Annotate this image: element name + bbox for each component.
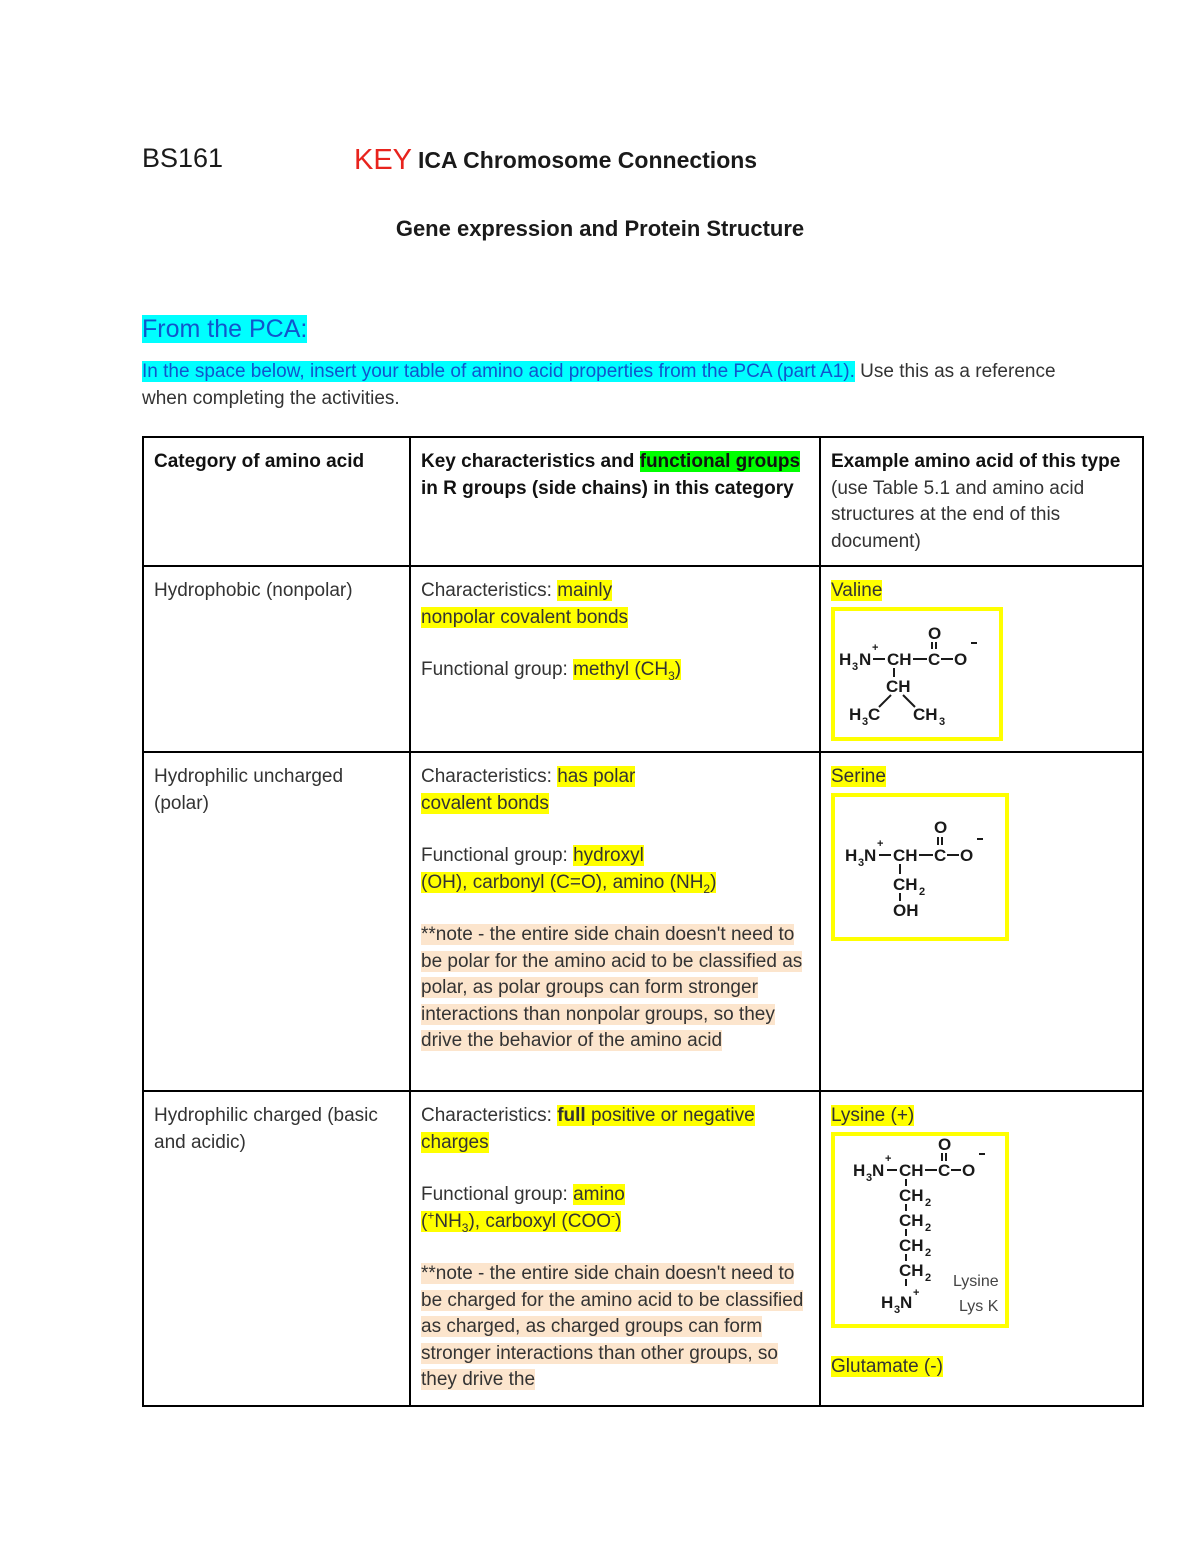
svg-text:H: H — [845, 845, 858, 865]
table-row — [143, 752, 1143, 1091]
note-text: **note - the entire side chain doesn't need to be charged for the amino acid to be classified as charged, as charged groups can form stronger interactions than other groups, so they drive the — [421, 1263, 804, 1390]
svg-text:C: C — [868, 704, 881, 724]
example-name: Lysine (+) — [831, 1105, 915, 1126]
svg-text:CH: CH — [899, 1185, 924, 1205]
course-code: BS161 — [142, 143, 224, 173]
svg-text:+: + — [885, 1152, 892, 1165]
category-cell: Hydrophilic uncharged (polar) — [143, 752, 410, 1091]
svg-text:N: N — [864, 845, 877, 865]
example-cell — [820, 1091, 1143, 1406]
struct-label-name: Lysine — [953, 1272, 999, 1290]
document-title: ICA Chromosome Connections — [418, 147, 758, 173]
table-row — [143, 566, 1143, 752]
svg-text:CH: CH — [899, 1235, 924, 1255]
example-name: Serine — [831, 766, 886, 787]
svg-text:CH: CH — [887, 649, 912, 669]
svg-text:3: 3 — [852, 660, 859, 673]
svg-text:H: H — [849, 704, 862, 724]
svg-text:CH: CH — [893, 845, 918, 865]
amino-acid-table — [142, 436, 1144, 1407]
characteristics-cell: Characteristics: mainly nonpolar covalent bonds Functional group: methyl $(CH_3)$ — [410, 566, 820, 752]
document-subtitle: Gene expression and Protein Structure — [395, 216, 805, 241]
svg-text:+: + — [877, 837, 884, 850]
svg-text:H: H — [839, 649, 852, 669]
header-cell-category: Category of amino acid — [143, 437, 410, 566]
svg-text:H: H — [881, 1292, 894, 1312]
svg-text:H: H — [853, 1160, 866, 1180]
svg-text:C: C — [928, 649, 941, 669]
table-row — [143, 1091, 1143, 1406]
header-cell-characteristics: Key characteristics and functional groups in R groups (side chains) in this category — [410, 437, 820, 566]
title-line — [354, 143, 757, 176]
svg-text:3: 3 — [866, 1171, 873, 1184]
svg-text:2: 2 — [925, 1246, 932, 1259]
example-name: Valine — [831, 580, 883, 601]
svg-text:N: N — [900, 1292, 913, 1312]
svg-text:C: C — [938, 1160, 951, 1180]
struct-label-code: Lys K — [959, 1297, 999, 1315]
svg-text:3: 3 — [894, 1303, 901, 1316]
note-text: **note - the entire side chain doesn't need to be polar for the amino acid to be classified as polar, as polar groups can form stronger interactions than nonpolar groups, so they drive the behavior of the amino acid — [421, 924, 803, 1051]
characteristics-cell: Characteristics: has polar covalent bonds Functional group: hydroxyl (OH), carbonyl (C=O), amino $(NH_2)$ **note - the entire side chain doesn't need to be polar for the amino acid to be classified as polar, as polar groups can form stronger interactions than nonpolar groups, so they drive the behavior of the amino acid — [410, 752, 820, 1091]
svg-text:CH: CH — [886, 676, 911, 696]
svg-text:O: O — [934, 817, 948, 837]
valine-structure-image — [831, 607, 1003, 741]
svg-text:O: O — [962, 1160, 976, 1180]
svg-text:C: C — [934, 845, 947, 865]
intro-highlight: In the space below, insert your table of amino acid properties from the PCA (part A1). — [142, 361, 855, 382]
svg-text:N: N — [872, 1160, 885, 1180]
svg-text:3: 3 — [858, 856, 865, 869]
intro-rest: Use this as a reference when completing the activities. — [142, 361, 1056, 409]
svg-text:2: 2 — [925, 1196, 932, 1209]
characteristics-cell: Characteristics: full positive or negative charges Functional group: amino $(^+NH_3)$, carboxyl (COO-) **note - the entire side chain doesn't need to be charged for the amino acid to be classified as charged, as charged groups can form stronger interactions than other groups, so they drive the — [410, 1091, 820, 1406]
svg-text:CH: CH — [899, 1160, 924, 1180]
svg-text:2: 2 — [925, 1221, 932, 1234]
svg-text:OH: OH — [893, 900, 919, 920]
example-cell — [820, 566, 1143, 752]
svg-text:O: O — [954, 649, 968, 669]
category-cell: Hydrophobic (nonpolar) — [143, 566, 410, 752]
svg-text:2: 2 — [925, 1271, 932, 1284]
svg-text:CH: CH — [893, 874, 918, 894]
table-header-row — [143, 437, 1143, 566]
svg-text:O: O — [960, 845, 974, 865]
svg-text:+: + — [872, 641, 879, 654]
svg-text:CH: CH — [913, 704, 938, 724]
svg-text:2: 2 — [919, 885, 926, 898]
svg-text:+: + — [913, 1286, 920, 1299]
intro-paragraph — [142, 358, 1062, 412]
serine-structure-image — [831, 793, 1009, 941]
svg-text:O: O — [928, 623, 942, 643]
example-cell — [820, 752, 1143, 1091]
svg-text:CH: CH — [899, 1210, 924, 1230]
svg-text:CH: CH — [899, 1260, 924, 1280]
svg-text:3: 3 — [862, 715, 869, 728]
example-name-2: Glutamate (-) — [831, 1355, 943, 1377]
svg-text:3: 3 — [939, 715, 946, 728]
lysine-structure-image — [831, 1132, 1009, 1328]
svg-text:O: O — [938, 1135, 952, 1154]
category-cell: Hydrophilic charged (basic and acidic) — [143, 1091, 410, 1406]
key-label: KEY — [354, 144, 413, 176]
svg-text:N: N — [859, 649, 872, 669]
header-cell-example: Example amino acid of this type (use Table 5.1 and amino acid structures at the end of this document) — [820, 437, 1143, 566]
section-heading: From the PCA: — [142, 315, 308, 343]
document-header — [142, 143, 1142, 183]
